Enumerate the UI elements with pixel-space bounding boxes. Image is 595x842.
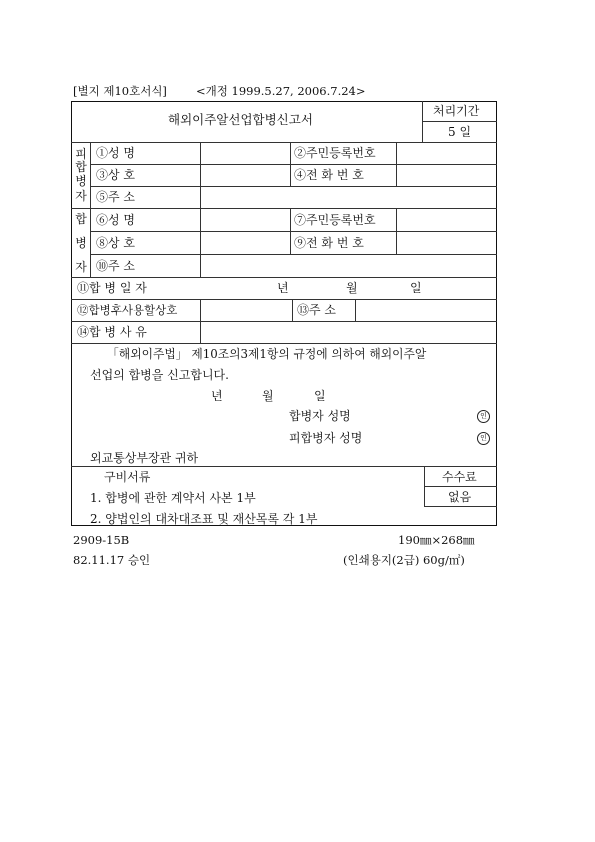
side-label-char: 합 <box>75 212 87 226</box>
merged-address-label: ⑤주 소 <box>96 190 135 204</box>
side-label-char: 자 <box>75 189 87 203</box>
declaration-month: 월 <box>262 389 274 403</box>
required-document-2: 2. 양법인의 대차대조표 및 재산목록 각 1부 <box>90 512 318 526</box>
fee-label: 수수료 <box>442 470 477 484</box>
processing-period-label: 처리기간 <box>433 104 480 118</box>
merged-signature-label: 피합병자 성명 <box>289 431 363 445</box>
merged-rrn-label: ②주민등록번호 <box>294 146 376 160</box>
declaration-line-2: 선업의 합병을 신고합니다. <box>90 368 229 382</box>
merger-name-label: ⑥성 명 <box>96 213 135 227</box>
merger-date-day: 일 <box>410 281 422 295</box>
side-label-char: 병 <box>75 174 87 188</box>
merger-date-year: 년 <box>277 281 289 295</box>
paper-size: 190㎜×268㎜ <box>398 533 475 547</box>
side-label-char: 피 <box>75 147 87 161</box>
form-code: 2909-15B <box>73 533 130 547</box>
form-title: 해외이주알선업합병신고서 <box>168 112 313 127</box>
post-merger-trade-name-label: ⑫합병후사용할상호 <box>77 303 178 317</box>
merger-trade-name-label: ⑧상 호 <box>96 236 135 250</box>
required-documents-title: 구비서류 <box>104 470 151 484</box>
merged-trade-name-label: ③상 호 <box>96 168 135 182</box>
processing-period-value: 5 일 <box>448 125 472 139</box>
required-document-1: 1. 합병에 관한 계약서 사본 1부 <box>90 491 256 505</box>
merged-phone-label: ④전 화 번 호 <box>294 168 364 182</box>
recipient: 외교통상부장관 귀하 <box>90 451 199 465</box>
seal-mark: 인 <box>477 432 490 445</box>
merger-phone-label: ⑨전 화 번 호 <box>294 236 364 250</box>
fee-value: 없음 <box>448 490 472 504</box>
side-label-char: 자 <box>75 260 87 274</box>
declaration-day: 일 <box>314 389 326 403</box>
revision-note: <개정 1999.5.27, 2006.7.24> <box>196 84 366 98</box>
approval-date: 82.11.17 승인 <box>73 553 151 567</box>
side-label-char: 합 <box>75 160 87 174</box>
merger-rrn-label: ⑦주민등록번호 <box>294 213 376 227</box>
declaration-year: 년 <box>211 389 223 403</box>
post-merger-address-label: ⑬주 소 <box>297 303 336 317</box>
merger-date-month: 월 <box>346 281 358 295</box>
paper-spec: (인쇄용지(2급) 60g/㎡) <box>343 553 465 567</box>
merger-signature-label: 합병자 성명 <box>289 409 351 423</box>
form-id: [별지 제10호서식] <box>73 84 167 98</box>
merger-date-label: ⑪합 병 일 자 <box>77 281 147 295</box>
merged-name-label: ①성 명 <box>96 146 135 160</box>
seal-mark: 인 <box>477 410 490 423</box>
side-label-char: 병 <box>75 236 87 250</box>
declaration-line-1: 「해외이주법」 제10조의3제1항의 규정에 의하여 해외이주알 <box>107 347 427 361</box>
merger-address-label: ⑩주 소 <box>96 259 135 273</box>
merger-reason-label: ⑭합 병 사 유 <box>77 325 147 339</box>
